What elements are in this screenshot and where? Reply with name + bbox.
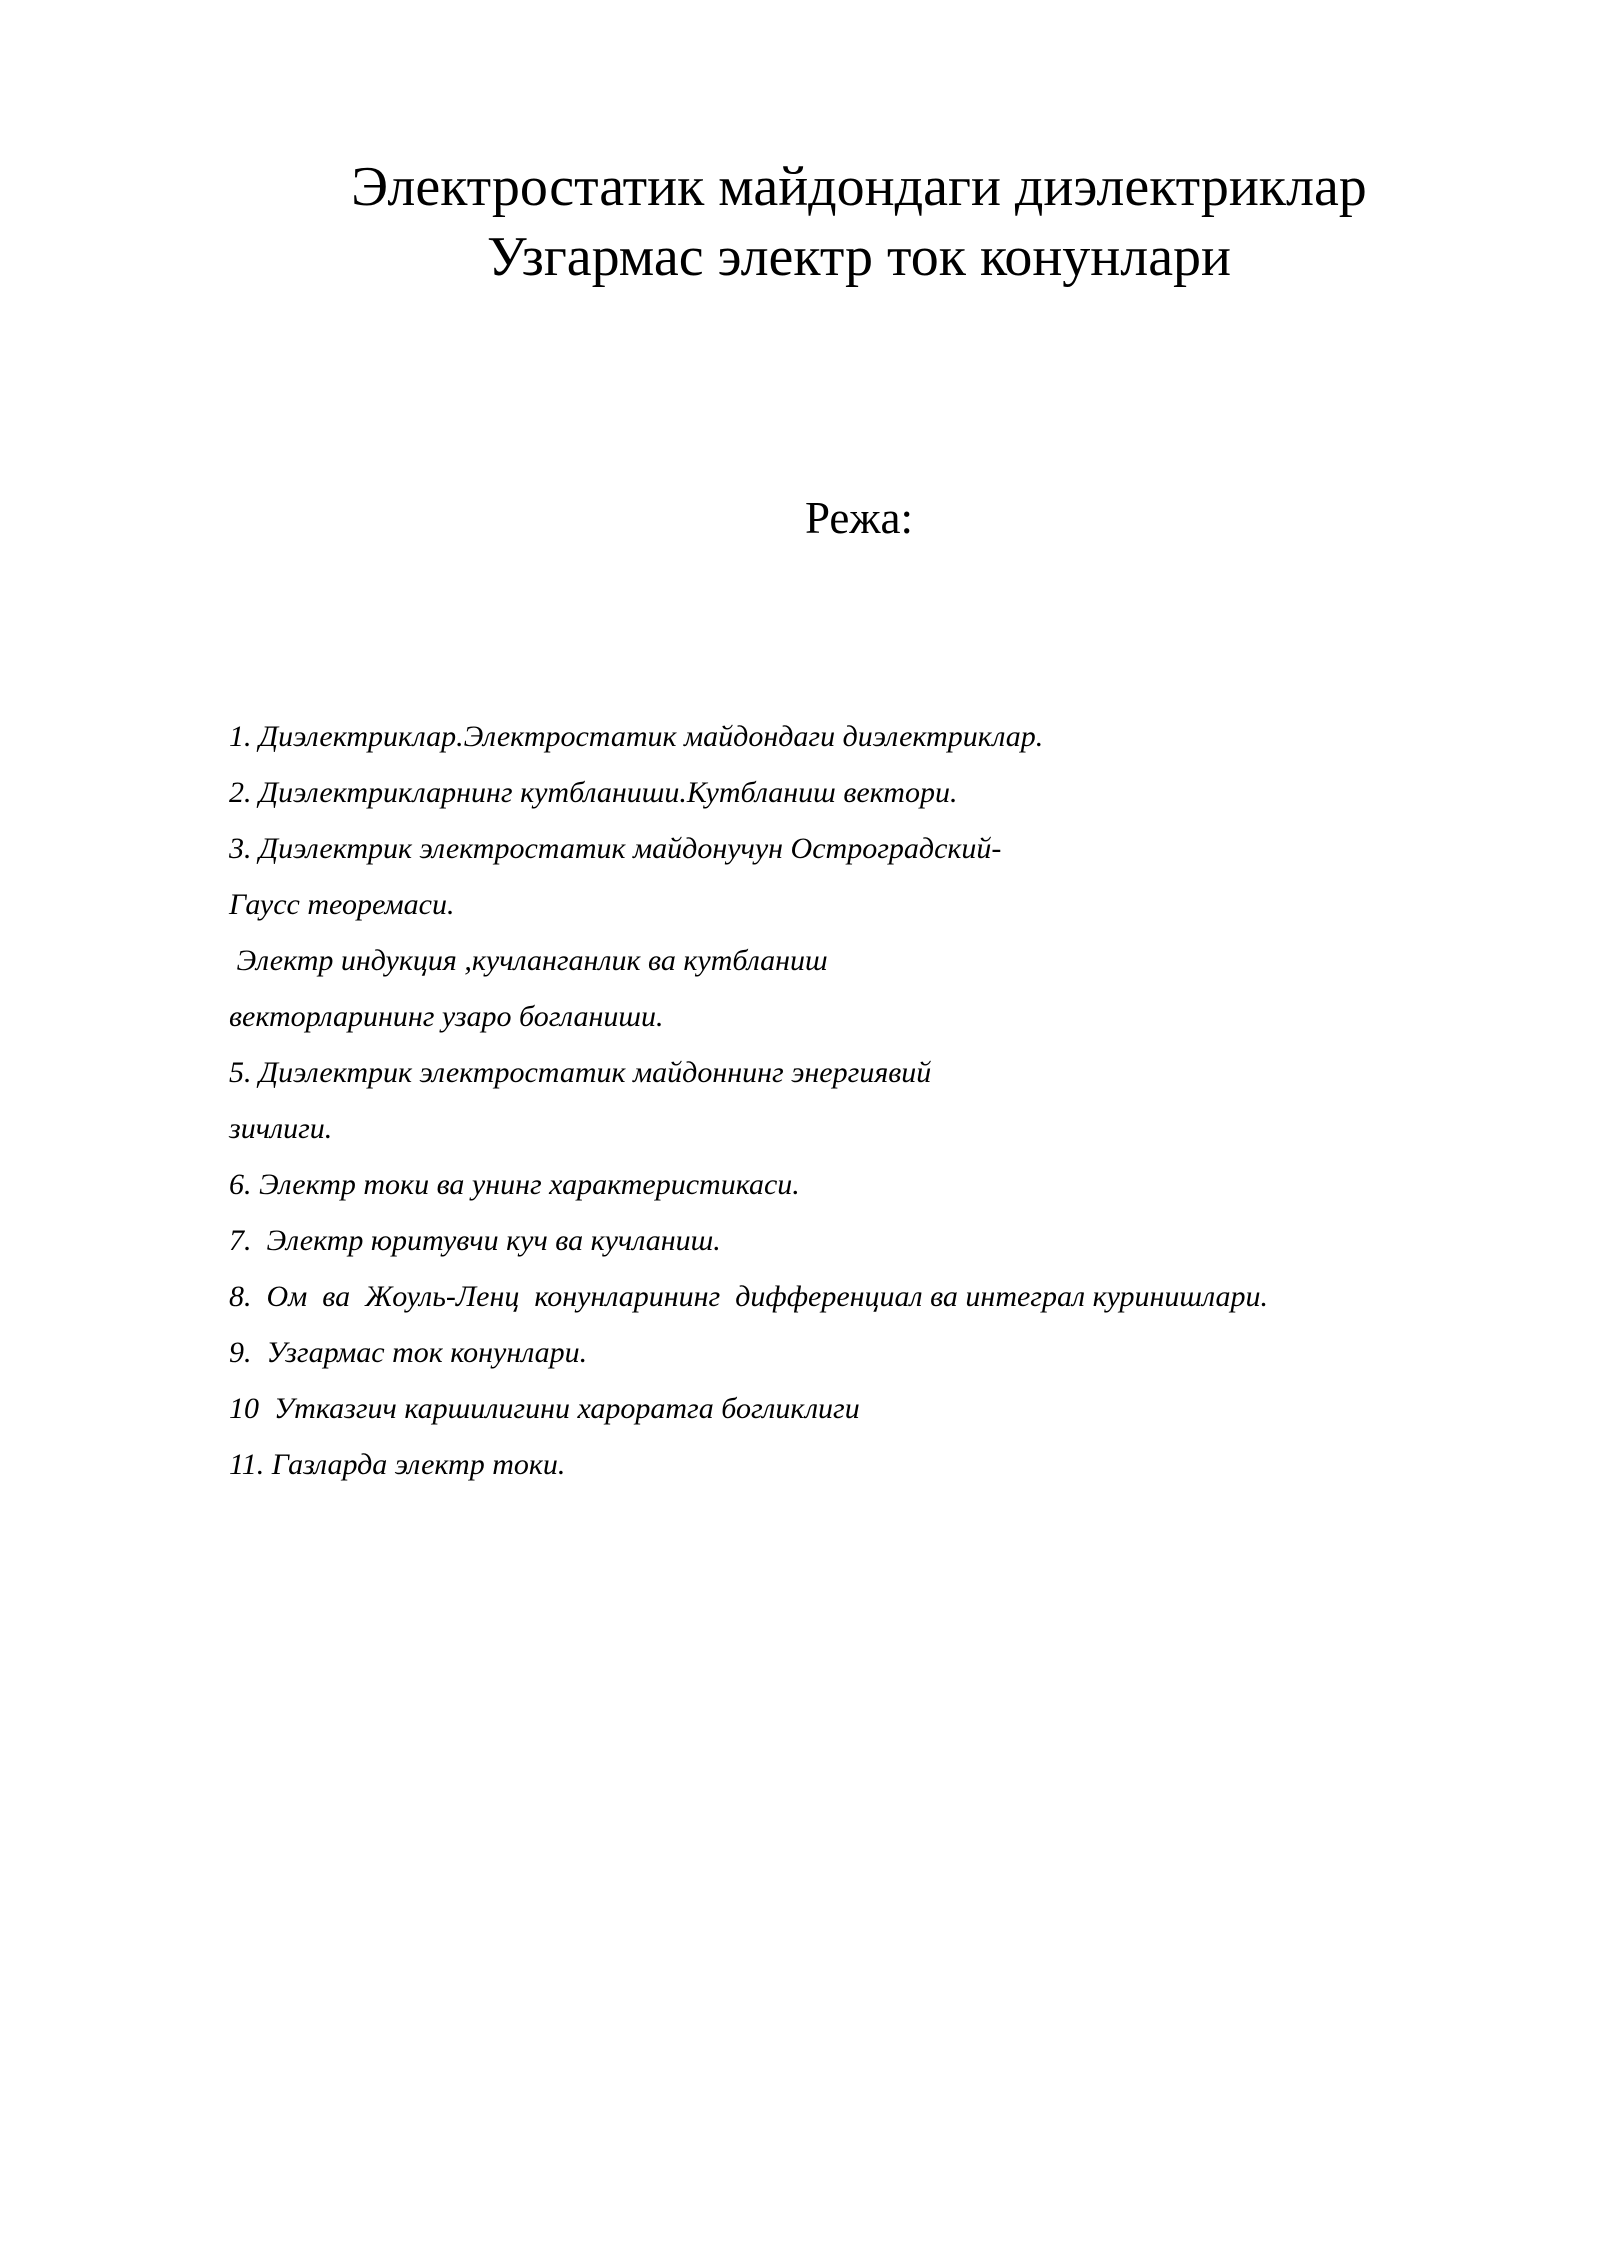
plan-line: 7. Электр юритувчи куч ва кучланиш. — [229, 1224, 721, 1257]
plan-line: 8. Ом ва Жоуль-Ленц конунларининг дифференциал ва интеграл куринишлари. — [229, 1280, 1269, 1313]
title-line-2: Узгармас электр ток конунлари — [486, 226, 1232, 288]
plan-line: Гаусс теоремаси. — [229, 888, 455, 921]
plan-heading: Режа: — [805, 493, 913, 543]
plan-line: 1. Диэлектриклар.Электростатик майдондаги диэлектриклар. — [229, 720, 1044, 753]
plan-list — [229, 709, 1529, 1493]
document-title — [0, 152, 1600, 292]
title-line-1: Электростатик майдондаги диэлектриклар — [351, 156, 1367, 218]
plan-line: зичлиги. — [229, 1112, 333, 1145]
plan-line: 6. Электр токи ва унинг характеристикаси. — [229, 1168, 800, 1201]
plan-line: 10 Утказгич каршилигини хароратга богликлиги — [229, 1392, 860, 1425]
plan-line: 11. Газларда электр токи. — [229, 1448, 566, 1481]
plan-line: векторларининг узаро богланиши. — [229, 1000, 664, 1033]
plan-line: 9. Узгармас ток конунлари. — [229, 1336, 588, 1369]
plan-line: Электр индукция ,кучланганлик ва кутбланиш — [229, 944, 828, 977]
plan-line: 3. Диэлектрик электростатик майдонучун Остроградский- — [229, 832, 1002, 865]
plan-line: 2. Диэлектрикларнинг кутбланиши.Кутбланиш вектори. — [229, 776, 958, 809]
plan-line: 5. Диэлектрик электростатик майдоннинг энергиявий — [229, 1056, 932, 1089]
